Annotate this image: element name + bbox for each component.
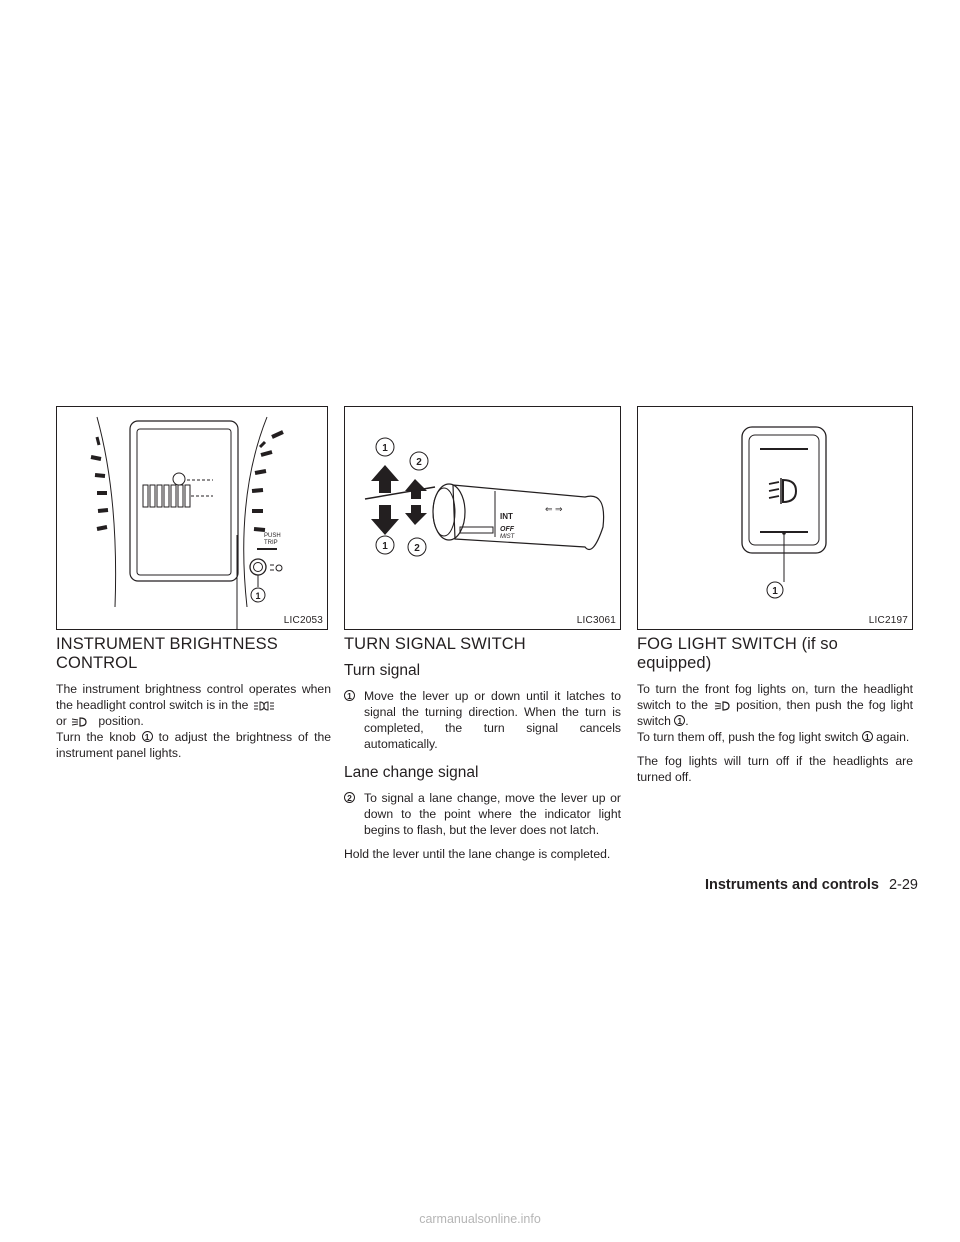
paragraph: The instrument brightness control operates when the headlight control switch is in the or position. [56,682,331,728]
figure-code: LIC2053 [283,615,323,626]
paragraph: The fog lights will turn off if the headlights are turned off. [637,754,913,784]
fog-light-icon [769,478,796,504]
paragraph: To turn them off, push the fog light switch 1 again. [637,730,910,744]
turn-signal-section [344,635,621,862]
callout-number: 1 [862,731,873,742]
svg-text:⇐ ⇒: ⇐ ⇒ [545,504,563,514]
arrow-down-small-icon [405,505,427,525]
instrument-brightness-section [56,635,331,761]
list-item: 2 To signal a lane change, move the lever up or down to the point where the indicator light begins to flash, but the lever does not latch. [344,790,621,838]
trip-label: TRIP [264,540,278,546]
mist-label: MIST [500,534,515,540]
subheading-lane-change: Lane change signal [344,764,479,781]
callout-1-top: 1 [382,443,388,454]
figure-fog-light-switch [637,406,913,630]
figure-instrument-cluster [56,406,328,630]
figure-turn-signal-lever [344,406,621,630]
section-title: Instruments and controls [704,877,879,893]
page-footer [705,877,918,893]
headlight-icon [70,716,88,728]
arrow-up-large-icon [371,465,399,493]
arrow-down-large-icon [371,505,399,535]
headlight-parking-icon [252,700,276,712]
figure-code: LIC3061 [576,615,616,626]
callout-1: 1 [772,586,778,597]
section-heading: TURN SIGNAL SWITCH [344,635,526,653]
list-item: 1 Move the lever up or down until it latches to signal the turning direction. When the turn is completed, the turn signal cancels automatically. [344,688,621,752]
figure-code: LIC2197 [868,615,908,626]
push-label: PUSH [264,533,281,539]
watermark: carmanualsonline.info [419,1212,541,1226]
off-label: OFF [500,526,514,533]
headlight-icon [713,700,731,712]
page-number: 2-29 [888,877,918,893]
section-heading: INSTRUMENT BRIGHTNESS CONTROL [56,635,278,672]
fog-switch-illustration [638,407,913,630]
instrument-cluster-illustration [57,407,328,630]
callout-2-top: 2 [416,457,422,468]
callout-1-bottom: 1 [382,541,388,552]
callout-2-bottom: 2 [414,543,420,554]
callout-number: 1 [344,690,355,701]
subheading-turn-signal: Turn signal [344,662,421,679]
fog-light-section [637,635,913,785]
paragraph: To turn the front fog lights on, turn the headlight switch to the position, then push the fog light switch 1 . [637,682,914,728]
callout-number: 2 [344,792,355,803]
callout-number: 1 [142,731,153,742]
section-heading: FOG LIGHT SWITCH (if so equipped) [637,635,838,672]
paragraph: Turn the knob 1 to adjust the brightness of the instrument panel lights. [56,730,332,760]
turn-signal-illustration [345,407,621,630]
callout-1: 1 [255,591,261,601]
int-label: INT [500,512,513,521]
callout-number: 1 [674,715,685,726]
paragraph: Hold the lever until the lane change is completed. [344,847,611,861]
brightness-knob [250,559,266,575]
